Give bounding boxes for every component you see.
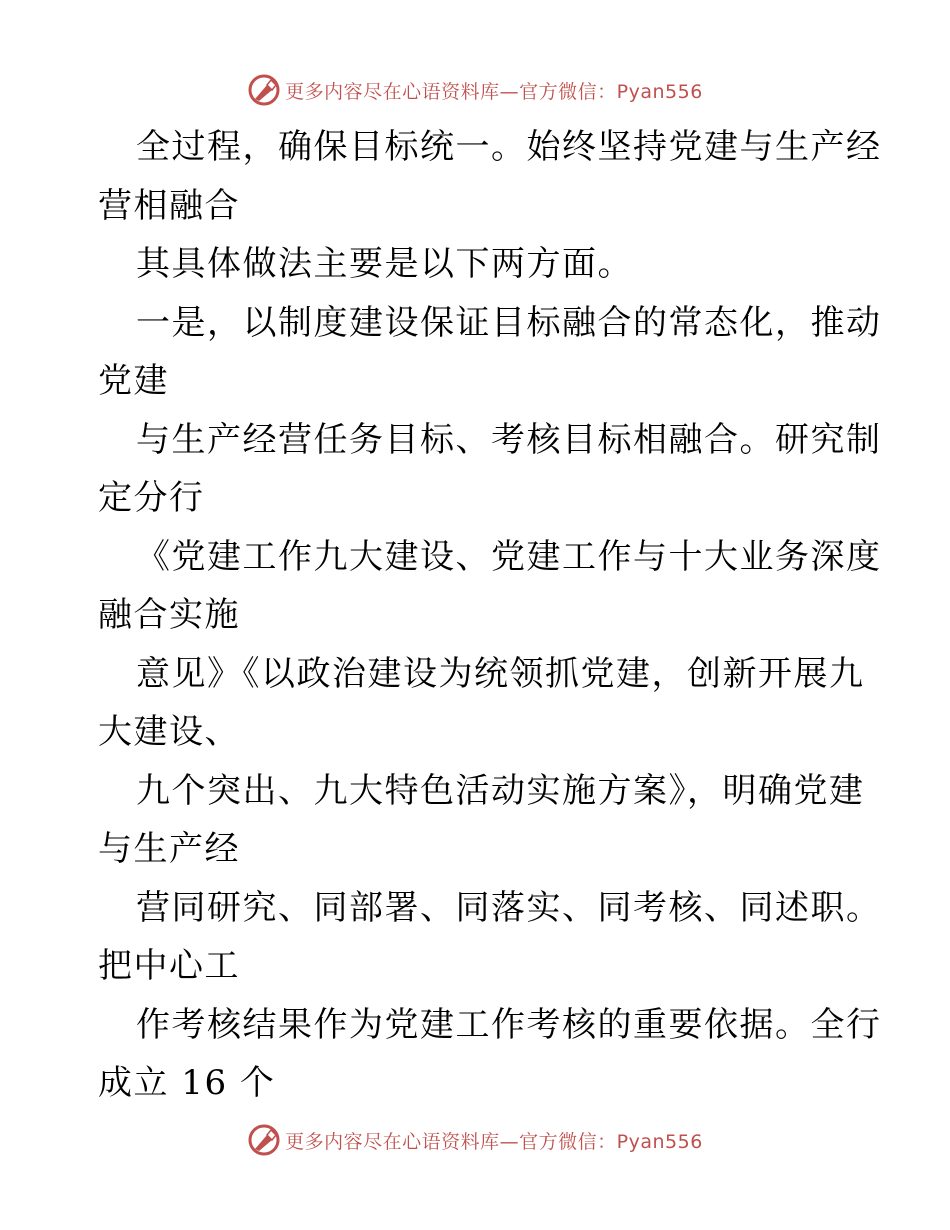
body-text-line: 一是，以制度建设保证目标融合的常态化，推动 [136,302,882,343]
body-text-line: 营同研究、同部署、同落实、同考核、同述职。 [136,887,882,928]
body-text-line: 成立 16 个 [98,1063,276,1103]
document-body [98,118,882,1113]
body-text-line: 意见》《以政治建设为统领抓党建，创新开展九 [136,653,865,694]
body-text-line: 《党建工作九大建设、党建工作与十大业务深度 [136,536,882,577]
body-text-line: 融合实施 [98,595,240,635]
body-text-line: 其具体做法主要是以下两方面。 [136,244,633,284]
body-text-line: 九个突出、九大特色活动实施方案》，明确党建 [136,770,865,811]
footer-banner [0,1120,950,1160]
pen-nib-logo-icon [247,1123,281,1157]
body-text-line: 营相融合 [98,185,240,226]
header-banner-text: 更多内容尽在心语资料库—官方微信：Pyan556 [285,80,703,103]
body-text-line: 定分行 [98,478,205,518]
body-text-line: 把中心工 [98,946,240,986]
body-text-line: 与生产经营任务目标、考核目标相融合。研究制 [136,419,882,460]
body-text-line: 大建设、 [98,712,240,752]
body-text-line: 党建 [98,361,169,401]
body-text-line: 与生产经 [98,829,240,869]
footer-banner-text: 更多内容尽在心语资料库—官方微信：Pyan556 [285,1130,703,1153]
pen-nib-logo-icon [247,73,281,107]
body-text-line: 全过程，确保目标统一。始终坚持党建与生产经 [136,127,882,167]
header-banner [0,70,950,110]
body-text-line: 作考核结果作为党建工作考核的重要依据。全行 [136,1004,882,1045]
